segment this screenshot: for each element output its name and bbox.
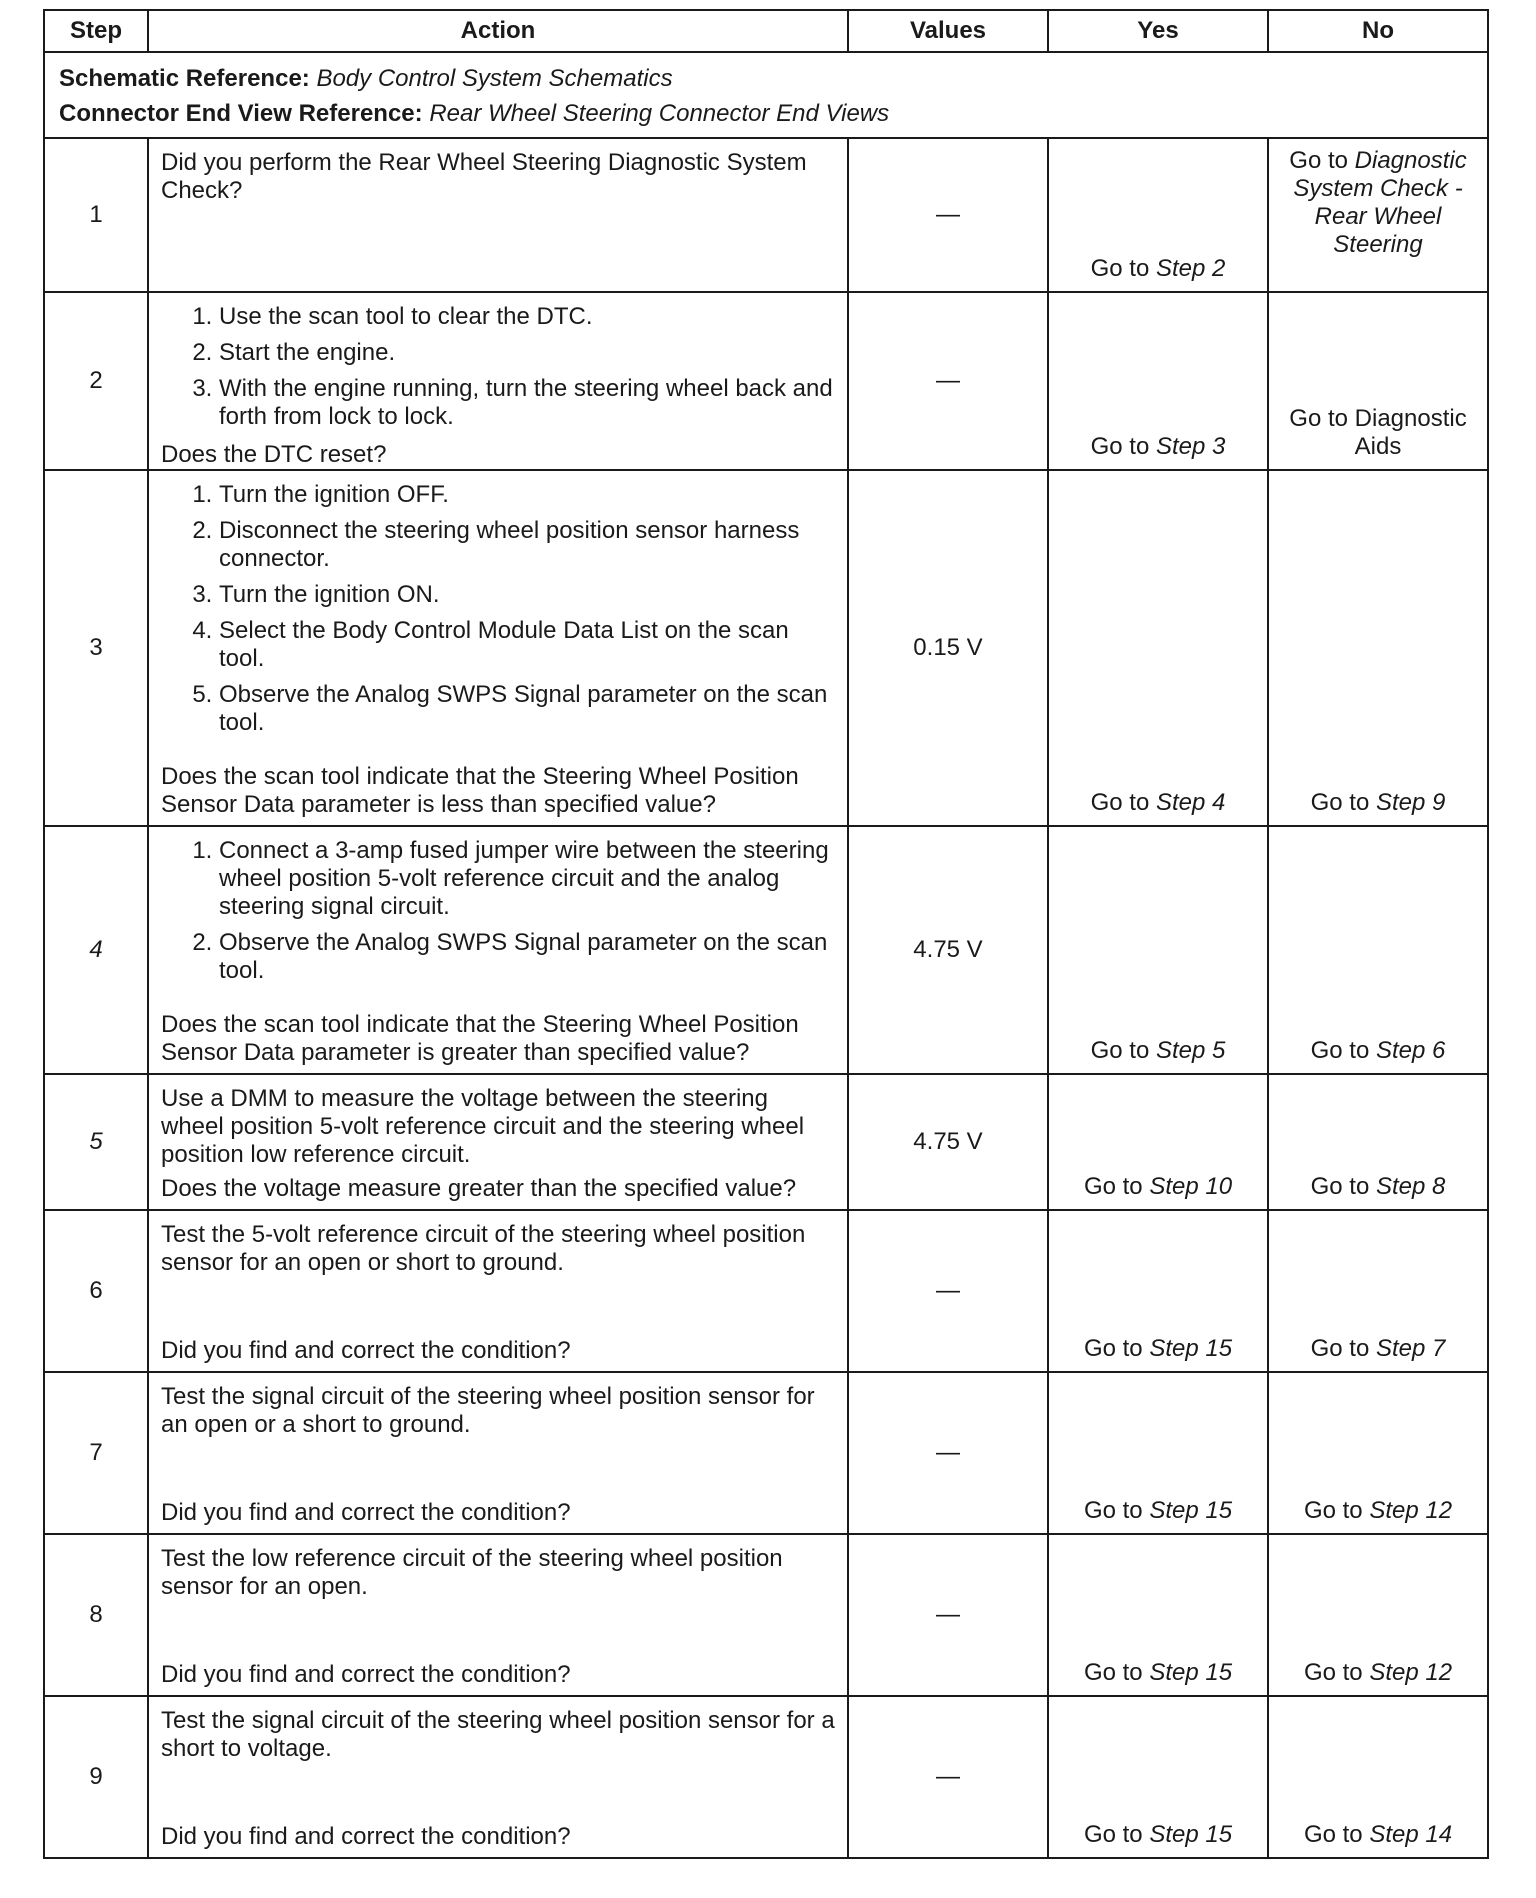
connector-reference-label: Connector End View Reference: bbox=[59, 100, 423, 127]
yes-cell bbox=[1048, 292, 1268, 470]
no-prefix: Go to bbox=[1310, 1173, 1376, 1200]
no-cell bbox=[1268, 1696, 1488, 1858]
step-number: 4 bbox=[44, 826, 148, 1074]
value-cell: 4.75 V bbox=[848, 826, 1048, 1074]
value-cell: — bbox=[848, 1534, 1048, 1696]
yes-step-link[interactable]: Step 3 bbox=[1155, 433, 1226, 460]
connector-reference-link[interactable]: Rear Wheel Steering Connector End Views bbox=[429, 100, 890, 127]
yes-step-link[interactable]: Step 15 bbox=[1149, 1335, 1233, 1362]
table-row bbox=[44, 826, 1488, 1074]
yes-step-link[interactable]: Step 15 bbox=[1149, 1821, 1233, 1848]
no-cell bbox=[1268, 138, 1488, 292]
no-cell bbox=[1268, 1534, 1488, 1696]
yes-prefix: Go to bbox=[1090, 1037, 1156, 1064]
step-number: 2 bbox=[44, 292, 148, 470]
yes-cell bbox=[1048, 1074, 1268, 1210]
step-number: 8 bbox=[44, 1534, 148, 1696]
reference-row bbox=[44, 52, 1488, 138]
diagnostic-table bbox=[43, 9, 1489, 1859]
action-text: Test the 5-volt reference circuit of the steering wheel position sensor for an open or short to ground. bbox=[161, 1221, 806, 1276]
step-number: 5 bbox=[44, 1074, 148, 1210]
action-cell bbox=[148, 1372, 848, 1534]
yes-prefix: Go to bbox=[1083, 1821, 1150, 1848]
action-text: Did you perform the Rear Wheel Steering Diagnostic System Check? bbox=[161, 149, 807, 204]
value-cell: — bbox=[848, 1372, 1048, 1534]
yes-step-link[interactable]: Step 15 bbox=[1149, 1659, 1233, 1686]
action-step: 3. With the engine running, turn the steering wheel back and forth from lock to lock. bbox=[219, 375, 837, 431]
yes-step-link[interactable]: Step 2 bbox=[1155, 255, 1226, 282]
value-cell: — bbox=[848, 1210, 1048, 1372]
schematic-reference-link[interactable]: Body Control System Schematics bbox=[316, 65, 673, 92]
yes-cell bbox=[1048, 1210, 1268, 1372]
table-row bbox=[44, 470, 1488, 826]
no-cell bbox=[1268, 826, 1488, 1074]
action-cell bbox=[148, 292, 848, 470]
yes-prefix: Go to bbox=[1083, 1497, 1150, 1524]
yes-step-link[interactable]: Step 4 bbox=[1155, 789, 1226, 816]
yes-cell bbox=[1048, 138, 1268, 292]
yes-cell bbox=[1048, 470, 1268, 826]
value-cell: — bbox=[848, 138, 1048, 292]
no-step-link[interactable]: Step 6 bbox=[1375, 1037, 1446, 1064]
no-cell bbox=[1268, 292, 1488, 470]
action-step: 1. Connect a 3-amp fused jumper wire between the steering wheel position 5-volt reference circuit and the analog steering signal circuit. bbox=[219, 837, 837, 921]
value-cell: — bbox=[848, 1696, 1048, 1858]
no-prefix: Go to bbox=[1289, 147, 1355, 174]
no-prefix: Go to bbox=[1310, 789, 1376, 816]
yes-step-link[interactable]: Step 10 bbox=[1149, 1173, 1233, 1200]
header-step: Step bbox=[44, 10, 148, 52]
action-step: 4. Select the Body Control Module Data List on the scan tool. bbox=[219, 617, 837, 673]
no-step-link[interactable]: Step 9 bbox=[1375, 789, 1446, 816]
yes-prefix: Go to bbox=[1090, 789, 1156, 816]
action-step: 1. Turn the ignition OFF. bbox=[219, 481, 837, 509]
action-steps bbox=[161, 303, 837, 431]
action-question: Does the scan tool indicate that the Steering Wheel Position Sensor Data parameter is greater than specified value? bbox=[161, 1011, 799, 1066]
table-row bbox=[44, 1696, 1488, 1858]
action-step: 2. Disconnect the steering wheel position sensor harness connector. bbox=[219, 517, 837, 573]
yes-cell bbox=[1048, 1696, 1268, 1858]
no-prefix: Go to bbox=[1303, 1659, 1370, 1686]
yes-cell bbox=[1048, 826, 1268, 1074]
action-cell bbox=[148, 1696, 848, 1858]
header-yes: Yes bbox=[1048, 10, 1268, 52]
diagnostic-table-document bbox=[43, 9, 1487, 1859]
action-question: Did you find and correct the condition? bbox=[161, 1499, 571, 1526]
no-cell bbox=[1268, 1210, 1488, 1372]
no-prefix: Go to bbox=[1310, 1335, 1376, 1362]
action-cell bbox=[148, 1074, 848, 1210]
action-text: Test the signal circuit of the steering wheel position sensor for a short to voltage. bbox=[161, 1707, 835, 1762]
no-step-link[interactable]: Step 12 bbox=[1369, 1497, 1453, 1524]
schematic-reference bbox=[59, 61, 1473, 96]
yes-prefix: Go to bbox=[1083, 1173, 1150, 1200]
step-number: 3 bbox=[44, 470, 148, 826]
table-row bbox=[44, 292, 1488, 470]
step-number: 7 bbox=[44, 1372, 148, 1534]
action-text: Test the low reference circuit of the steering wheel position sensor for an open. bbox=[161, 1545, 783, 1600]
no-prefix: Go to bbox=[1303, 1497, 1370, 1524]
action-step: 2. Observe the Analog SWPS Signal parameter on the scan tool. bbox=[219, 929, 837, 985]
step-number: 6 bbox=[44, 1210, 148, 1372]
action-text: Test the signal circuit of the steering wheel position sensor for an open or a short to ground. bbox=[161, 1383, 815, 1438]
yes-step-link[interactable]: Step 15 bbox=[1149, 1497, 1233, 1524]
table-row bbox=[44, 138, 1488, 292]
action-step: 1. Use the scan tool to clear the DTC. bbox=[219, 303, 837, 331]
table-row bbox=[44, 1372, 1488, 1534]
no-cell bbox=[1268, 470, 1488, 826]
yes-cell bbox=[1048, 1534, 1268, 1696]
action-cell bbox=[148, 470, 848, 826]
yes-cell bbox=[1048, 1372, 1268, 1534]
action-steps bbox=[161, 837, 837, 985]
header-action: Action bbox=[148, 10, 848, 52]
yes-prefix: Go to bbox=[1090, 433, 1156, 460]
yes-prefix: Go to bbox=[1083, 1659, 1150, 1686]
no-cell bbox=[1268, 1074, 1488, 1210]
header-values: Values bbox=[848, 10, 1048, 52]
action-question: Does the voltage measure greater than the specified value? bbox=[161, 1175, 797, 1202]
action-cell bbox=[148, 1534, 848, 1696]
value-cell: — bbox=[848, 292, 1048, 470]
no-prefix: Go to bbox=[1303, 1821, 1370, 1848]
action-question: Does the DTC reset? bbox=[161, 441, 387, 468]
no-prefix: Go to bbox=[1310, 1037, 1376, 1064]
connector-reference bbox=[59, 96, 1473, 131]
action-text: Use a DMM to measure the voltage between the steering wheel position 5-volt reference circuit and the steering wheel position low reference circuit. bbox=[161, 1085, 805, 1168]
action-step: 2. Start the engine. bbox=[219, 339, 837, 367]
table-row bbox=[44, 1074, 1488, 1210]
value-cell: 4.75 V bbox=[848, 1074, 1048, 1210]
yes-step-link[interactable]: Step 5 bbox=[1155, 1037, 1226, 1064]
yes-prefix: Go to bbox=[1090, 255, 1156, 282]
no-step-link[interactable]: Diagnostic System Check - Rear Wheel Steering bbox=[1293, 147, 1467, 258]
no-step-link[interactable]: Step 7 bbox=[1375, 1335, 1446, 1362]
header-row bbox=[44, 10, 1488, 52]
header-no: No bbox=[1268, 10, 1488, 52]
schematic-reference-label: Schematic Reference: bbox=[59, 65, 310, 92]
no-step-link[interactable]: Step 8 bbox=[1375, 1173, 1446, 1200]
step-number: 1 bbox=[44, 138, 148, 292]
no-step-link[interactable]: Step 14 bbox=[1369, 1821, 1453, 1848]
action-question: Does the scan tool indicate that the Steering Wheel Position Sensor Data parameter is less than specified value? bbox=[161, 763, 799, 818]
table-row bbox=[44, 1534, 1488, 1696]
action-question: Did you find and correct the condition? bbox=[161, 1661, 571, 1688]
action-question: Did you find and correct the condition? bbox=[161, 1337, 571, 1364]
step-rows bbox=[44, 138, 1488, 1858]
action-cell bbox=[148, 138, 848, 292]
action-step: 5. Observe the Analog SWPS Signal parameter on the scan tool. bbox=[219, 681, 837, 737]
action-cell bbox=[148, 826, 848, 1074]
step-number: 9 bbox=[44, 1696, 148, 1858]
no-cell bbox=[1268, 1372, 1488, 1534]
yes-prefix: Go to bbox=[1083, 1335, 1150, 1362]
action-question: Did you find and correct the condition? bbox=[161, 1823, 571, 1850]
value-cell: 0.15 V bbox=[848, 470, 1048, 826]
reference-cell bbox=[44, 52, 1488, 138]
no-link[interactable]: Go to Diagnostic Aids bbox=[1289, 405, 1467, 460]
action-step: 3. Turn the ignition ON. bbox=[219, 581, 837, 609]
action-steps bbox=[161, 481, 837, 737]
action-cell bbox=[148, 1210, 848, 1372]
no-step-link[interactable]: Step 12 bbox=[1369, 1659, 1453, 1686]
table-row bbox=[44, 1210, 1488, 1372]
